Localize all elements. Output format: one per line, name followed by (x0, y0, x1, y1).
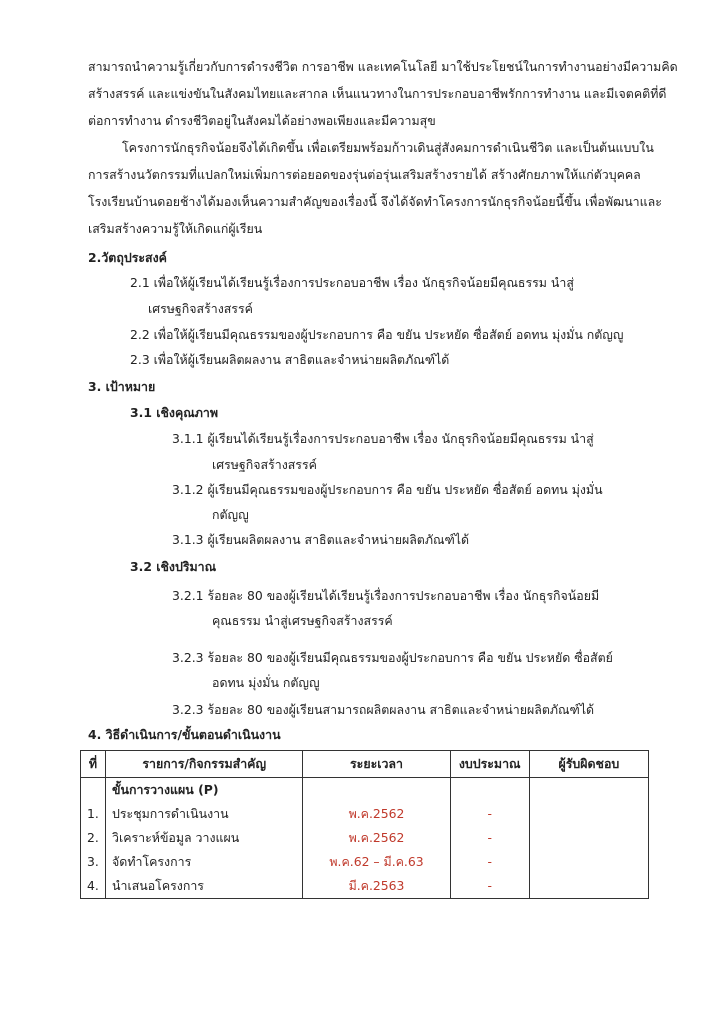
intro-line-1: สามารถนำความรู้เกี่ยวกับการดำรงชีวิต การอาชีพ และเทคโนโลยี มาใช้ประโยชน์ในการทำงานอย่างมีความคิด (88, 59, 678, 74)
row-budget: - (450, 850, 529, 874)
objective-2-1-cont: เศรษฐกิจสร้างสรรค์ (148, 301, 253, 316)
phase-label: ขั้นการวางแผน (P) (106, 778, 303, 803)
goal-3-1-2-cont: กตัญญู (212, 507, 249, 522)
row-activity: ประชุมการดำเนินงาน (106, 802, 303, 826)
quantitative-heading: 3.2 เชิงปริมาณ (130, 559, 217, 574)
table-header-row (81, 751, 649, 778)
row-budget: - (450, 874, 529, 899)
row-no: 3. (81, 850, 106, 874)
project-paragraph-line-1: โครงการนักธุรกิจน้อยจึงได้เกิดขึ้น เพื่อเตรียมพร้อมก้าวเดินสู่สังคมการดำเนินชีวิต และเป็นต้นแบบใน (122, 140, 654, 155)
goal-3-1-1-cont: เศรษฐกิจสร้างสรรค์ (212, 457, 317, 472)
goal-3-2-2-cont: อดทน มุ่งมั่น กตัญญู (212, 675, 320, 690)
row-activity: วิเคราะห์ข้อมูล วางแผน (106, 826, 303, 850)
plan-table (80, 750, 649, 899)
row-no: 4. (81, 874, 106, 899)
objective-2-3: 2.3 เพื่อให้ผู้เรียนผลิตผลงาน สาธิตและจำหน่ายผลิตภัณฑ์ได้ (130, 352, 450, 367)
goal-3-2-2: 3.2.3 ร้อยละ 80 ของผู้เรียนมีคุณธรรมของผู้ประกอบการ คือ ขยัน ประหยัด ซื่อสัตย์ (172, 650, 613, 665)
table-row (81, 874, 649, 899)
row-responsible (529, 850, 648, 874)
section-2-heading: 2.วัตถุประสงค์ (88, 250, 167, 265)
phase-row (81, 778, 649, 803)
header-no: ที่ (81, 751, 106, 778)
intro-line-3: ต่อการทำงาน ดำรงชีวิตอยู่ในสังคมได้อย่างพอเพียงและมีความสุข (88, 113, 436, 128)
objective-2-2: 2.2 เพื่อให้ผู้เรียนมีคุณธรรมของผู้ประกอบการ คือ ขยัน ประหยัด ซื่อสัตย์ อดทน มุ่งมั่น กตัญญู (130, 327, 624, 342)
project-paragraph-line-2: การสร้างนวัตกรรมที่แปลกใหม่เพิ่มการต่อยอดของรุ่นต่อรุ่นเสริมสร้างรายได้ สร้างศักยภาพให้แก่ตัวบุคคล (88, 167, 641, 182)
header-responsible: ผู้รับผิดชอบ (529, 751, 648, 778)
header-period: ระยะเวลา (303, 751, 450, 778)
row-no: 2. (81, 826, 106, 850)
header-budget: งบประมาณ (450, 751, 529, 778)
goal-3-1-3: 3.1.3 ผู้เรียนผลิตผลงาน สาธิตและจำหน่ายผลิตภัณฑ์ได้ (172, 532, 470, 547)
table-row (81, 826, 649, 850)
project-paragraph-line-3: โรงเรียนบ้านดอยช้างได้มองเห็นความสำคัญของเรื่องนี้ จึงได้จัดทำโครงการนักธุรกิจน้อยนี้ขึ้น เพื่อพัฒนาและ (88, 194, 662, 209)
goal-3-2-1: 3.2.1 ร้อยละ 80 ของผู้เรียนได้เรียนรู้เรื่องการประกอบอาชีพ เรื่อง นักธุรกิจน้อยมี (172, 588, 600, 603)
header-activity: รายการ/กิจกรรมสำคัญ (106, 751, 303, 778)
objective-2-1: 2.1 เพื่อให้ผู้เรียนได้เรียนรู้เรื่องการประกอบอาชีพ เรื่อง นักธุรกิจน้อยมีคุณธรรม นำสู่ (130, 275, 574, 290)
row-responsible (529, 802, 648, 826)
row-period: พ.ค.62 – มี.ค.63 (303, 850, 450, 874)
row-responsible (529, 874, 648, 899)
goal-3-1-1: 3.1.1 ผู้เรียนได้เรียนรู้เรื่องการประกอบอาชีพ เรื่อง นักธุรกิจน้อยมีคุณธรรม นำสู่ (172, 431, 594, 446)
goal-3-1-2: 3.1.2 ผู้เรียนมีคุณธรรมของผู้ประกอบการ คือ ขยัน ประหยัด ซื่อสัตย์ อดทน มุ่งมั่น (172, 482, 603, 497)
row-period: พ.ค.2562 (303, 826, 450, 850)
row-activity: นำเสนอโครงการ (106, 874, 303, 899)
section-4-heading: 4. วิธีดำเนินการ/ขั้นตอนดำเนินงาน (88, 727, 281, 742)
row-budget: - (450, 802, 529, 826)
goal-3-2-3: 3.2.3 ร้อยละ 80 ของผู้เรียนสามารถผลิตผลงาน สาธิตและจำหน่ายผลิตภัณฑ์ได้ (172, 702, 595, 717)
table-row (81, 802, 649, 826)
row-period: พ.ค.2562 (303, 802, 450, 826)
row-activity: จัดทำโครงการ (106, 850, 303, 874)
row-no: 1. (81, 802, 106, 826)
table-row (81, 850, 649, 874)
row-budget: - (450, 826, 529, 850)
row-responsible (529, 826, 648, 850)
goal-3-2-1-cont: คุณธรรม นำสู่เศรษฐกิจสร้างสรรค์ (212, 613, 393, 628)
section-3-heading: 3. เป้าหมาย (88, 379, 156, 394)
project-paragraph-line-4: เสริมสร้างความรู้ให้เกิดแก่ผู้เรียน (88, 221, 263, 236)
row-period: มี.ค.2563 (303, 874, 450, 899)
qualitative-heading: 3.1 เชิงคุณภาพ (130, 405, 219, 420)
intro-line-2: สร้างสรรค์ และแข่งขันในสังคมไทยและสากล เห็นแนวทางในการประกอบอาชีพรักการทำงาน และมีเจตคติที่ดี (88, 86, 667, 101)
